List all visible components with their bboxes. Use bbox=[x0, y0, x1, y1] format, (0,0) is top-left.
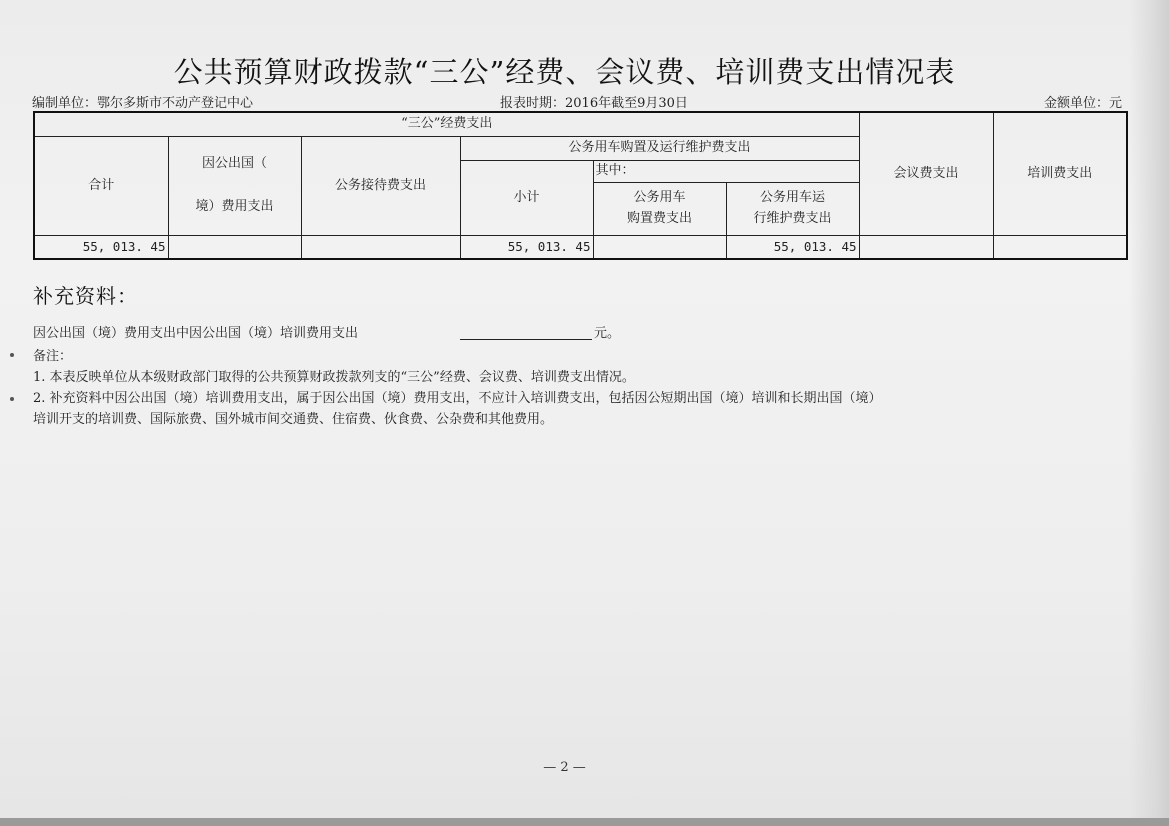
abroad-fee-header-line2: 境）费用支出 bbox=[195, 199, 274, 215]
vehicle-purchase-line1: 公务用车 bbox=[633, 190, 686, 206]
supplement-title: 补充资料： bbox=[33, 284, 138, 308]
training-fee-header: 培训费支出 bbox=[993, 112, 1127, 236]
of-which-label: 其中： bbox=[593, 161, 859, 183]
abroad-fee-value bbox=[168, 236, 301, 259]
money-unit: 金额单位：元 bbox=[1043, 96, 1122, 111]
abroad-fee-header bbox=[168, 136, 301, 235]
meeting-fee-header: 会议费支出 bbox=[859, 112, 993, 236]
compiling-unit: 编制单位：鄂尔多斯市不动产登记中心 bbox=[32, 96, 254, 111]
abroad-training-line: 因公出国（境）费用支出中因公出国（境）培训费用支出 bbox=[33, 326, 359, 341]
scan-speck bbox=[10, 397, 14, 401]
vehicle-operation-value: 55, 013. 45 bbox=[726, 236, 859, 259]
note-2: 2. 补充资料中因公出国（境）培训费用支出，属于因公出国（境）费用支出，不应计入培训费支出，包括因公短期出国（境）培训和长期出国（境） bbox=[33, 391, 882, 406]
expense-table bbox=[33, 111, 1128, 260]
vehicle-operation-line1: 公务用车运 bbox=[760, 190, 826, 206]
training-fee-value bbox=[993, 236, 1127, 259]
reception-fee-header: 公务接待费支出 bbox=[301, 136, 460, 235]
subtotal-value: 55, 013. 45 bbox=[460, 236, 593, 259]
total-header: 合计 bbox=[34, 136, 168, 235]
reception-fee-value bbox=[301, 236, 460, 259]
scan-shadow-right bbox=[1129, 0, 1169, 818]
scan-speck bbox=[10, 353, 14, 357]
meeting-fee-value bbox=[859, 236, 993, 259]
subtotal-header: 小计 bbox=[460, 161, 593, 236]
notes-label: 备注： bbox=[33, 349, 73, 364]
vehicle-operation-line2: 行维护费支出 bbox=[753, 211, 832, 227]
table-row bbox=[34, 236, 1127, 259]
three-public-header: “三公”经费支出 bbox=[34, 112, 859, 136]
yuan-suffix: 元。 bbox=[594, 326, 621, 341]
vehicle-fee-header: 公务用车购置及运行维护费支出 bbox=[460, 136, 859, 160]
fill-in-blank bbox=[460, 339, 592, 340]
vehicle-purchase-line2: 购置费支出 bbox=[626, 211, 692, 227]
document-title: 公共预算财政拨款“三公”经费、会议费、培训费支出情况表 bbox=[173, 55, 956, 89]
vehicle-operation-header bbox=[726, 183, 859, 236]
total-value: 55, 013. 45 bbox=[34, 236, 168, 259]
note-2-continued: 培训开支的培训费、国际旅费、国外城市间交通费、住宿费、伙食费、公杂费和其他费用。 bbox=[33, 412, 554, 427]
abroad-fee-header-line1: 因公出国（ bbox=[201, 155, 267, 171]
page-number: — 2 — bbox=[543, 760, 586, 775]
vehicle-purchase-header bbox=[593, 183, 726, 236]
note-1: 1. 本表反映单位从本级财政部门取得的公共预算财政拨款列支的“三公”经费、会议费、培训费支出情况。 bbox=[33, 370, 635, 385]
report-period: 报表时期：2016年截至9月30日 bbox=[500, 96, 688, 111]
notes-block bbox=[33, 346, 1093, 430]
vehicle-purchase-value bbox=[593, 236, 726, 259]
scan-shadow-bottom bbox=[0, 818, 1169, 826]
